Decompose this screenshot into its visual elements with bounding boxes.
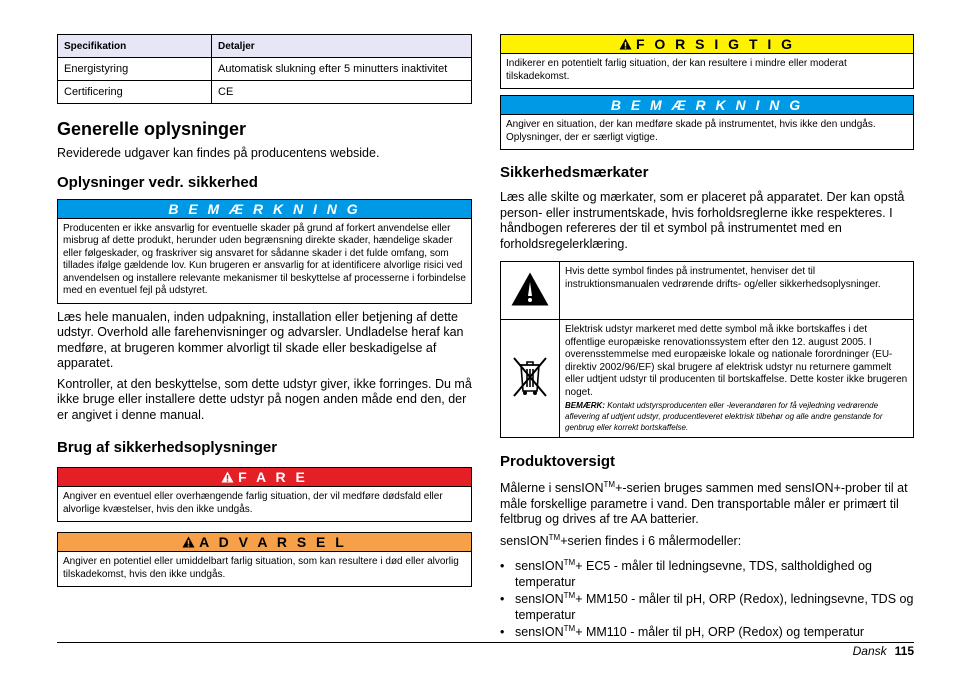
section-heading-product: Produktoversigt — [500, 453, 616, 470]
text-fragment: sensION — [515, 559, 564, 573]
disposal-note — [565, 400, 908, 433]
notice-header: B E M Æ R K N I N G — [58, 200, 471, 219]
paragraph-general: Reviderede udgaver kan findes på producentens webside. — [57, 146, 380, 160]
text-fragment: sensION — [500, 533, 549, 548]
notice-body: Indikerer en potentielt farlig situation, der kan resultere i mindre eller moderat tilskadekomst. — [506, 58, 847, 82]
notice-body: Producenten er ikke ansvarlig for eventuelle skader på grund af forkert anvendelse eller misbrug af dette produkt, herunder uden begrænsning direkte skader, hændelige skader eller følgeskader, og fraskriver sig ansvaret for sådanne skader i det fulde omfang, som tillades ifølge gældende lov. Kun brugeren er ansvarlig for at identificere alvorlige risici ved anvendelsen og installere relevante mekanismer til beskyttelse af processerne i forbindelse med en eventuel fejl på udstyret. — [63, 222, 466, 296]
text-fragment: sensION — [515, 592, 564, 606]
warning-triangle-icon — [221, 471, 234, 483]
footer-divider — [57, 642, 914, 643]
section-heading-safety: Oplysninger vedr. sikkerhed — [57, 173, 258, 191]
table-cell: Certificering — [58, 81, 212, 104]
page-footer — [853, 644, 914, 658]
disposal-text: Elektrisk udstyr markeret med dette symbol må ikke bortskaffes i det offentlige europæiske renovationssystem efter den 12. august 2005. I overensstemmelse med europæiske lokale og nationale forordninger (EU-direktiv 2002/96/EF) skal brugere af elektrisk udstyr nu returnere gammelt eller udtjent udstyr til producenten til bortskaffelse. Dette koster ikke brugeren noget. — [565, 324, 908, 398]
paragraph-series — [500, 534, 914, 550]
text-fragment: +-serien bruges sammen med sensION+-prober til at måle forskellige parametre i vand. Den transportable måler er primært til feltbrug og drives af tre AA batterier. — [500, 481, 908, 526]
warning-triangle-icon — [182, 536, 195, 548]
trademark: TM — [563, 590, 576, 600]
text-fragment: Målerne i sensION — [500, 481, 604, 495]
trademark: TM — [603, 479, 616, 489]
note-text: Kontakt udstyrsproducenten eller -leverandøren for få vejledning vedrørende aflevering af udtjent udstyr, producentleveret elektrisk tilbehør og alle andre genstande for genbrug eller korrekt bortskaffelse. — [565, 401, 883, 432]
notice-box-bemaerkning — [500, 95, 914, 150]
table-row — [58, 58, 472, 81]
right-column — [500, 34, 914, 643]
footer-language: Dansk — [852, 644, 887, 658]
notice-header-label: A D V A R S E L — [199, 534, 347, 550]
paragraph-product — [500, 481, 914, 528]
page-number: 115 — [894, 644, 914, 658]
notice-header-label: F O R S I G T I G — [635, 36, 796, 52]
notice-header-advarsel — [58, 533, 471, 552]
text-fragment: + MM110 - måler til pH, ORP (Redox) og temperatur — [575, 625, 865, 639]
notice-header-label: F A R E — [238, 469, 308, 485]
table-row — [58, 81, 472, 104]
warning-triangle-icon — [619, 38, 632, 50]
table-row — [501, 320, 914, 438]
trademark: TM — [548, 532, 561, 542]
text-fragment: sensION — [515, 625, 564, 639]
left-column — [57, 34, 472, 587]
table-cell: Hvis dette symbol findes på instrumentet, henviser det til instruktionsmanualen vedrørende drifts- og/eller sikkerhedsoplysninger. — [560, 262, 914, 320]
table-cell: CE — [212, 81, 472, 104]
notice-body: Angiver en potentiel eller umiddelbart farlig situation, som kan resultere i død eller alvorlig tilskadekomst, hvis den ikke undgås. — [63, 556, 459, 580]
notice-box-fare — [57, 467, 472, 522]
symbol-table — [500, 261, 914, 438]
table-header-row — [58, 35, 472, 58]
warning-triangle-icon — [510, 271, 550, 307]
text-fragment: + MM150 - måler til pH, ORP (Redox), ledningsevne, TDS og temperatur — [515, 592, 914, 622]
list-item — [500, 559, 914, 590]
notice-box-forsigtig — [500, 34, 914, 89]
text-fragment: + EC5 - måler til ledningsevne, TDS, saltholdighed og temperatur — [515, 559, 873, 589]
spec-table — [57, 34, 472, 104]
table-cell: Automatisk slukning efter 5 minutters inaktivitet — [212, 58, 472, 81]
paragraph-read-manual: Læs hele manualen, inden udpakning, installation eller betjening af dette udstyr. Overhold alle farehenvisninger og advarsler. Undladelse heraf kan medføre, at brugeren kommer alvorligt til skade eller beskadigelse af apparatet. — [57, 309, 464, 370]
table-header: Specifikation — [58, 35, 212, 58]
table-header: Detaljer — [212, 35, 472, 58]
notice-body: Angiver en eventuel eller overhængende farlig situation, der vil medføre dødsfald eller alvorlige kvæstelser, hvis den ikke undgås. — [63, 491, 443, 515]
table-cell — [560, 320, 914, 438]
notice-header-fare — [58, 468, 471, 487]
text-fragment: +serien findes i 6 målermodeller: — [560, 533, 742, 548]
paragraph-labels: Læs alle skilte og mærkater, som er placeret på apparatet. Der kan opstå person- eller instrumentskade, hvis forholdsreglerne ikke respekteres. I håndbogen refereres der til et symbol på instrumentet med en forholdsregelerklæring. — [500, 190, 905, 251]
notice-box-advarsel — [57, 532, 472, 587]
trademark: TM — [563, 557, 576, 567]
model-list — [500, 559, 914, 641]
trademark: TM — [563, 623, 576, 633]
table-cell: Energistyring — [58, 58, 212, 81]
note-label: BEMÆRK: — [565, 401, 605, 410]
section-heading-use: Brug af sikkerhedsoplysninger — [57, 439, 278, 456]
paragraph-control: Kontroller, at den beskyttelse, som dette udstyr giver, ikke forringes. Du må ikke bruge eller installere dette udstyr på nogen anden måde end den, der er angivet i denne manual. — [57, 376, 472, 422]
section-heading-general: Generelle oplysninger — [57, 119, 247, 139]
list-item — [500, 625, 914, 641]
table-row — [501, 262, 914, 320]
notice-body: Angiver en situation, der kan medføre skade på instrumentet, hvis ikke den undgås. Oplysninger, der er særligt vigtige. — [506, 119, 876, 143]
section-heading-labels: Sikkerhedsmærkater — [500, 164, 649, 181]
list-item — [500, 592, 914, 623]
table-cell — [501, 320, 560, 438]
notice-box-bemaerkning — [57, 199, 472, 304]
weee-crossed-bin-icon — [510, 353, 550, 401]
table-cell — [501, 262, 560, 320]
notice-header: B E M Æ R K N I N G — [501, 96, 913, 115]
notice-header-forsigtig — [501, 35, 913, 54]
